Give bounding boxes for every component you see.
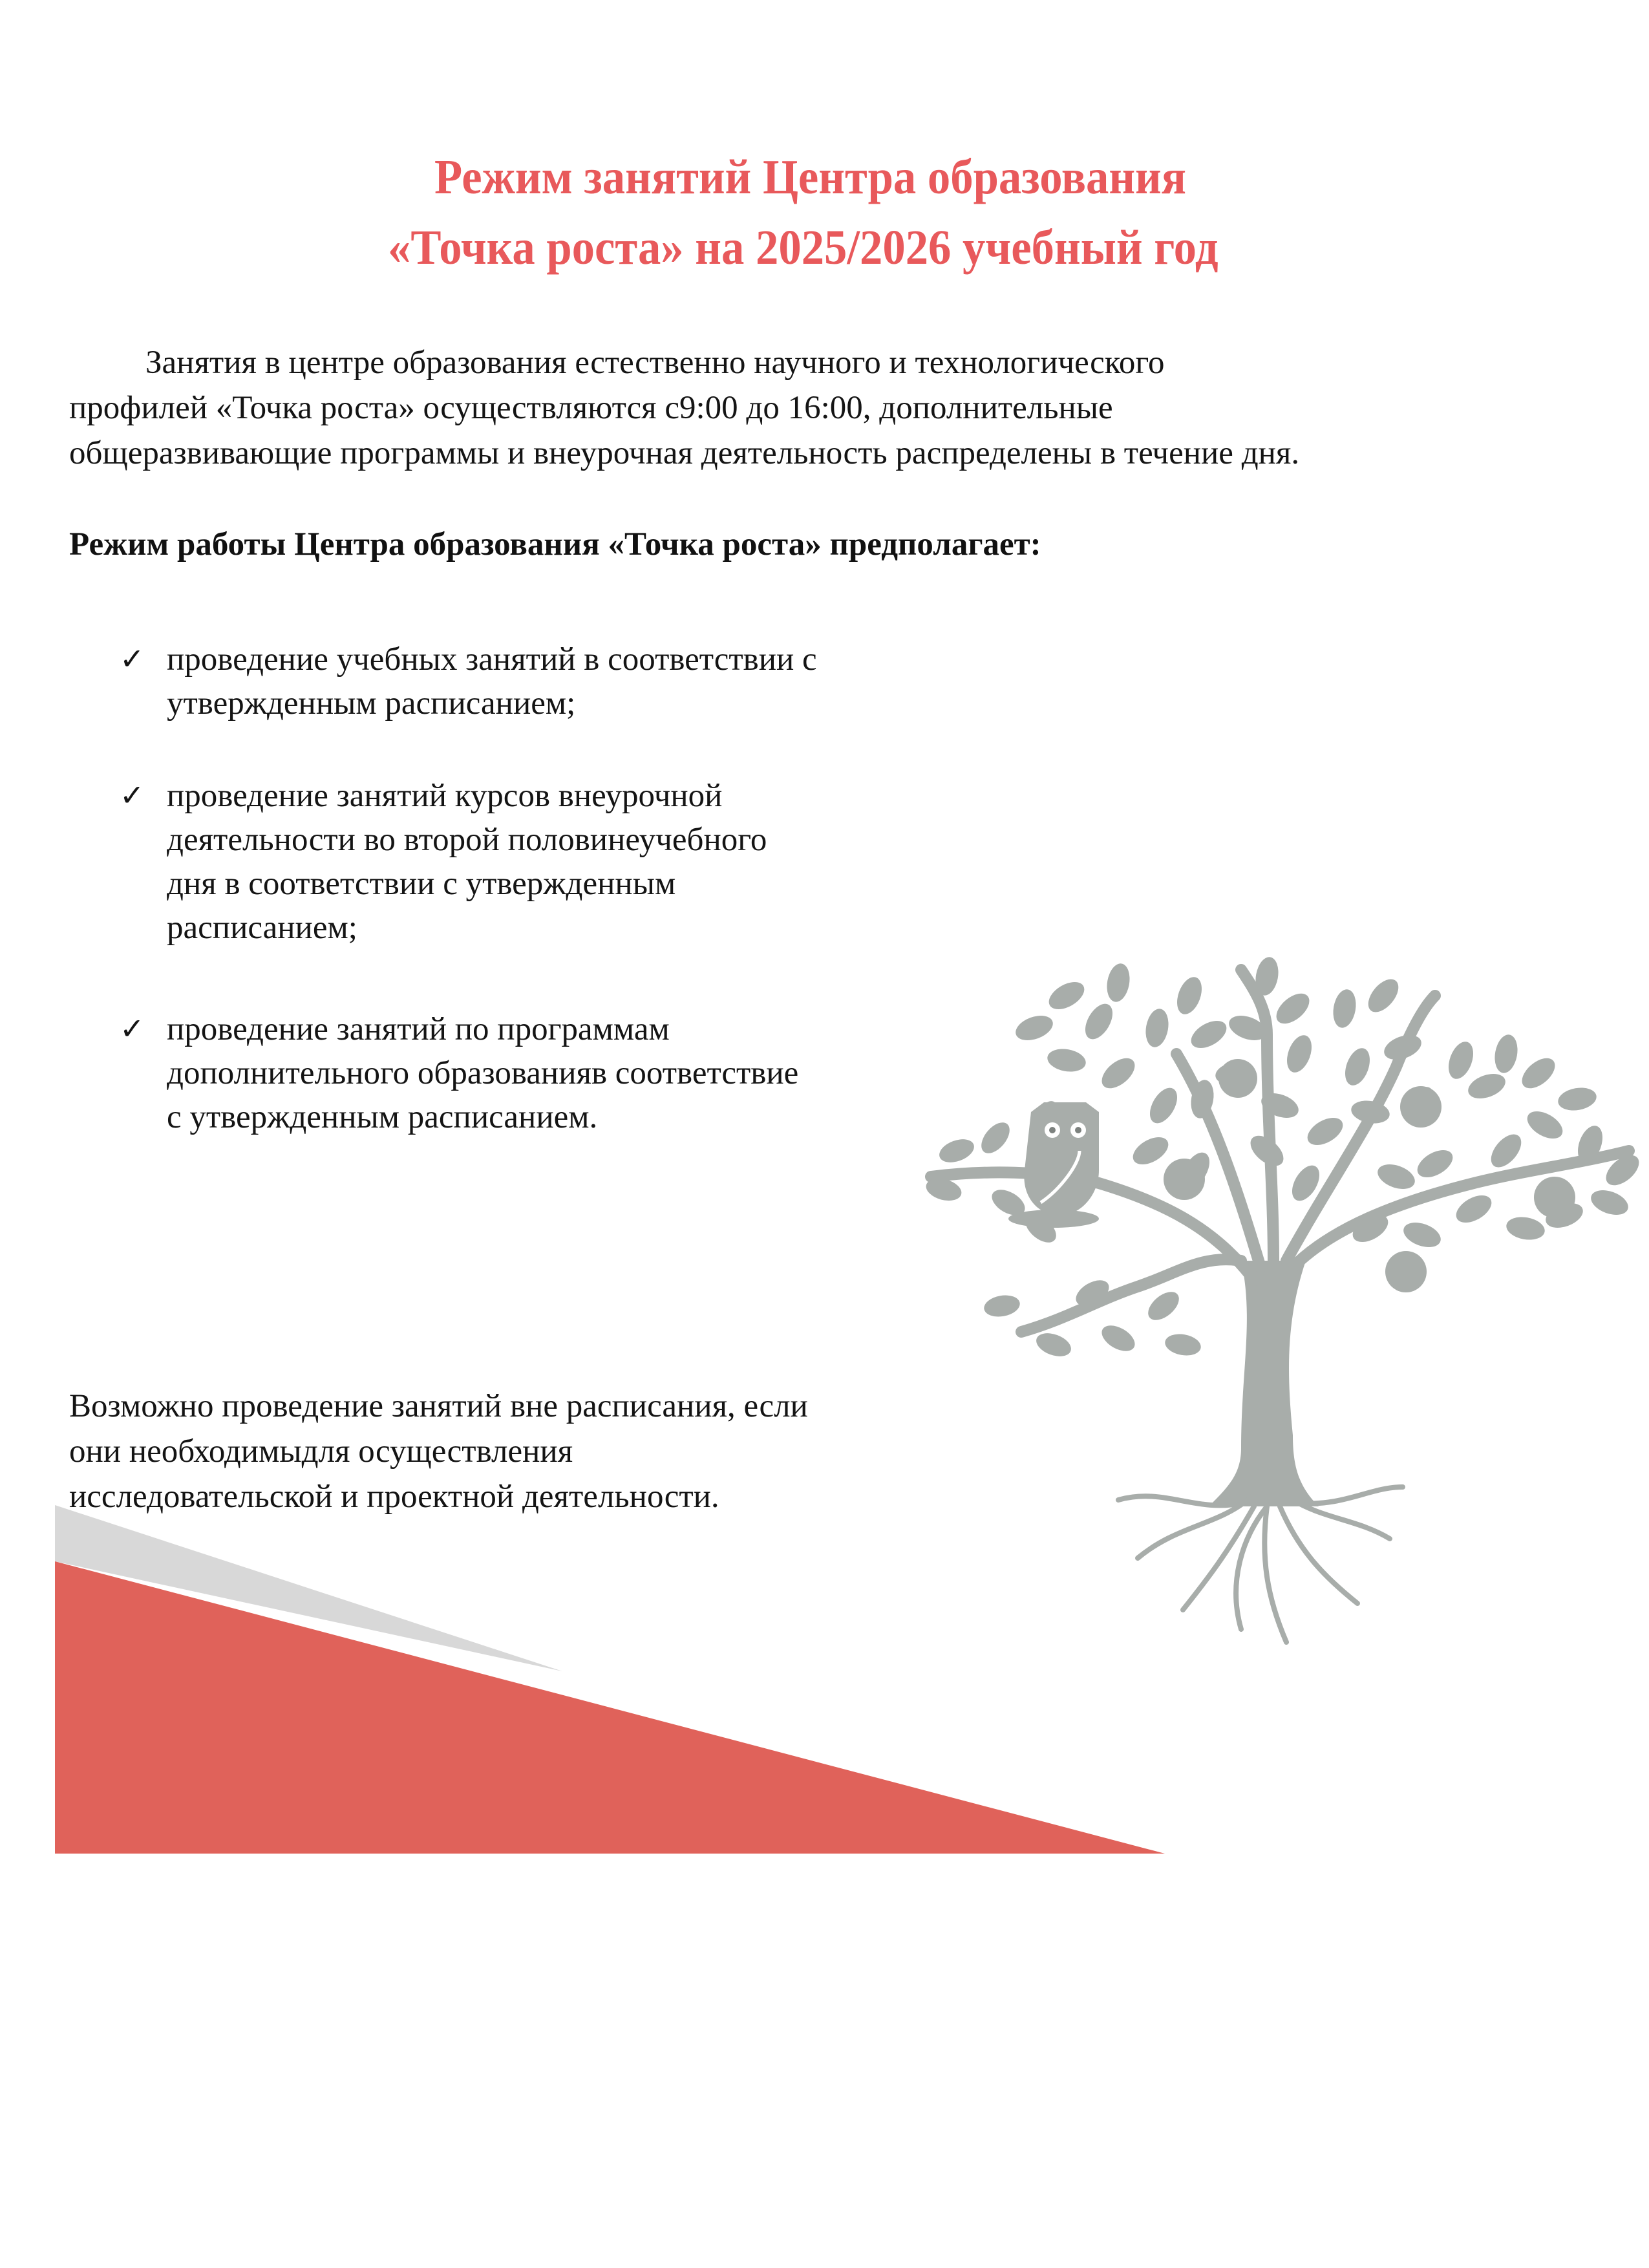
closing-line: они необходимыдля осуществления xyxy=(69,1433,573,1470)
checkmark-icon: ✓ xyxy=(120,779,145,812)
tree-with-owl-illustration xyxy=(905,957,1642,1655)
section-subheading: Режим работы Центра образования «Точка роста» предполагает: xyxy=(69,526,1041,562)
page-title-line-2: «Точка роста» на 2025/2026 учебный год xyxy=(388,220,1218,275)
list-item-line: с утвержденным расписанием. xyxy=(167,1099,598,1135)
closing-line: исследовательской и проектной деятельности. xyxy=(69,1479,719,1515)
tree-trunk xyxy=(1209,1261,1319,1506)
list-item-line: проведение учебных занятий в соответствии с xyxy=(167,641,817,678)
page-title-line-1: Режим занятий Центра образования xyxy=(434,150,1187,204)
list-item-line: утвержденным расписанием; xyxy=(167,685,576,722)
list-item-line: расписанием; xyxy=(167,910,357,946)
list-item-line: дополнительного образованияв соответствие xyxy=(167,1055,799,1091)
closing-line: Возможно проведение занятий вне расписания, если xyxy=(69,1388,808,1424)
intro-line: общеразвивающие программы и внеурочная деятельность распределены в течение дня. xyxy=(69,435,1300,471)
list-item-line: проведение занятий по программам xyxy=(167,1011,670,1047)
list-item-line: проведение занятий курсов внеурочной xyxy=(167,778,723,814)
list-item-line: деятельности во второй половинеучебного xyxy=(167,822,767,858)
checkmark-icon: ✓ xyxy=(120,1012,145,1045)
intro-line: Занятия в центре образования естественно научного и технологического xyxy=(145,345,1165,381)
checkmark-icon: ✓ xyxy=(120,643,145,676)
tree-roots xyxy=(1118,1487,1403,1642)
list-item-line: дня в соответствии с утвержденным xyxy=(167,866,676,902)
intro-line: профилей «Точка роста» осуществляются с9:00 до 16:00, дополнительные xyxy=(69,390,1113,426)
